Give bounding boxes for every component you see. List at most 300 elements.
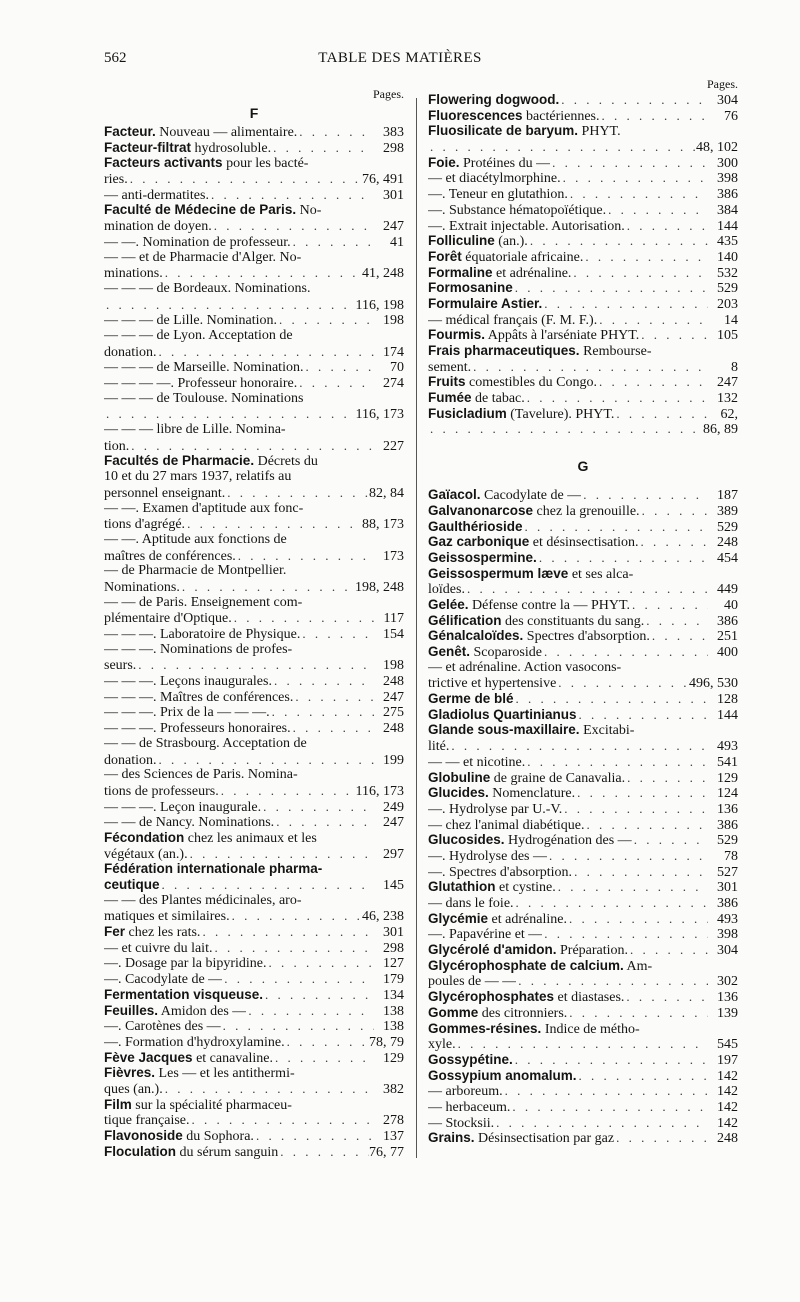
entry-description: Cacodylate de —	[480, 488, 582, 503]
entry-description: — chez l'animal diabétique.	[428, 817, 585, 833]
entry-description: loïdes.	[428, 582, 465, 597]
entry-description: seurs.	[104, 658, 137, 674]
leader-dots	[525, 754, 708, 770]
entry-text	[428, 187, 568, 202]
index-entry	[428, 597, 738, 613]
leader-dots	[600, 108, 708, 124]
entry-text	[104, 972, 222, 987]
entry-text	[104, 140, 271, 156]
entry-description: tions de professeurs.	[104, 783, 219, 799]
index-entry	[104, 689, 404, 705]
entry-description: — et diacétylmorphine.	[428, 171, 561, 187]
index-entry	[104, 1112, 404, 1128]
index-entry	[104, 673, 404, 689]
page-number: 562	[104, 50, 127, 66]
leader-dots	[537, 550, 708, 566]
entry-term: Gossypétine.	[428, 1051, 513, 1067]
index-entry	[428, 550, 738, 566]
entry-term: Flowering dogwood.	[428, 92, 560, 107]
entry-page-ref: 382	[383, 1081, 404, 1097]
entry-text	[104, 924, 200, 940]
entry-text	[428, 879, 556, 895]
entry-term: Foie.	[428, 154, 460, 170]
entry-description: matiques et similaires.	[104, 909, 230, 925]
index-entry	[428, 218, 738, 234]
entry-term: Forêt	[428, 248, 462, 264]
entry-text	[104, 736, 307, 752]
entry-term: Film	[104, 1096, 132, 1112]
entry-text	[428, 974, 516, 989]
index-entry	[104, 281, 404, 297]
entry-text	[104, 611, 232, 626]
leader-dots	[550, 155, 708, 171]
entry-text	[104, 1144, 278, 1160]
index-entry	[428, 722, 738, 738]
entry-description: 10 et du 27 mars 1937, relatifs au	[104, 469, 292, 485]
entry-page-ref: 302	[717, 974, 738, 990]
entry-description: Nouveau — alimentaire.	[155, 125, 298, 140]
entry-description: Indice de métho-	[541, 1021, 640, 1037]
entry-description: —. Hydrolyse des —	[428, 848, 547, 864]
leader-dots	[129, 438, 374, 454]
entry-description: — — — —. Professeur honoraire.	[104, 376, 298, 391]
entry-description: — — —. Prix de la — — —.	[104, 705, 270, 721]
entry-description: —. Carotènes des —	[104, 1019, 221, 1034]
entry-term: Germe de blé	[428, 691, 514, 707]
entry-page-ref: 386	[717, 896, 738, 911]
leader-dots	[625, 770, 708, 786]
entry-description: et ses alca-	[568, 566, 634, 582]
index-entry	[104, 124, 404, 140]
index-list-f-continued	[428, 92, 738, 437]
index-entry	[428, 628, 738, 644]
entry-text	[104, 235, 291, 250]
entry-text	[428, 327, 639, 343]
leader-dots	[559, 92, 708, 108]
entry-description: plémentaire d'Optique.	[104, 611, 232, 626]
entry-description: — — — de Toulouse. Nominations	[104, 390, 304, 406]
entry-text	[104, 439, 129, 454]
entry-description: chez les animaux et les	[184, 830, 317, 846]
entry-page-ref: 173	[383, 548, 404, 564]
leader-dots	[185, 516, 362, 532]
entry-term: Fruits	[428, 374, 466, 390]
index-entry	[104, 250, 404, 266]
entry-page-ref: 8	[731, 359, 738, 375]
entry-description: — —. Nomination de professeur.	[104, 234, 291, 250]
entry-text	[428, 534, 639, 550]
leader-dots	[577, 1068, 708, 1084]
entry-text	[104, 202, 321, 218]
entry-description: — — —. Nominations de profes-	[104, 641, 293, 657]
entry-description: —. Teneur en glutathion.	[428, 187, 568, 202]
index-entry	[104, 955, 404, 971]
index-entry	[104, 202, 404, 218]
entry-description: et adrénaline.	[488, 911, 567, 927]
leader-dots	[221, 1018, 374, 1034]
entry-text	[428, 707, 577, 723]
entry-description: — —. Aptitude aux fonctions de	[104, 531, 287, 547]
entry-page-ref: 275	[383, 705, 404, 721]
entry-page-ref: 142	[717, 1084, 738, 1099]
entry-term: Fluosilicate de baryum.	[428, 123, 579, 139]
entry-page-ref: 247	[383, 815, 404, 830]
entry-text	[104, 847, 188, 862]
entry-page-ref: 144	[717, 218, 738, 234]
index-entry	[428, 989, 738, 1005]
entry-term: Fumée	[428, 390, 472, 406]
entry-page-ref: 529	[717, 281, 738, 296]
index-entry	[104, 908, 404, 924]
entry-term: Formosanine	[428, 280, 513, 296]
entry-description: Appâts à l'arséniate PHYT.	[485, 328, 640, 343]
leader-dots	[230, 908, 362, 924]
entry-page-ref: 116, 198	[355, 297, 404, 313]
entry-description: trictive et hypertensive	[428, 676, 557, 692]
entry-text	[428, 691, 514, 707]
index-entry	[104, 375, 404, 391]
entry-text	[104, 328, 293, 344]
leader-dots	[190, 1112, 374, 1128]
leader-dots	[525, 390, 708, 406]
leader-dots	[277, 312, 374, 328]
index-entry	[104, 171, 404, 187]
entry-description: — de Pharmacie de Montpellier.	[104, 563, 287, 579]
entry-text	[428, 296, 542, 312]
entry-page-ref: 139	[717, 1005, 738, 1021]
entry-text	[104, 627, 300, 642]
leader-dots	[639, 327, 708, 343]
leader-dots	[547, 848, 708, 864]
entry-description: — — de Strasbourg. Acceptation de	[104, 735, 307, 751]
index-entry	[104, 814, 404, 830]
leader-dots	[278, 1144, 369, 1160]
entry-description: du sérum sanguin	[176, 1144, 279, 1160]
entry-description: des citronniers.	[478, 1005, 568, 1021]
leader-dots	[644, 613, 708, 629]
leader-dots	[528, 233, 708, 249]
index-entry	[428, 566, 738, 582]
entry-text	[428, 1068, 577, 1084]
index-entry	[104, 453, 404, 469]
entry-description: Nomenclature.	[488, 786, 576, 801]
entry-text	[428, 896, 514, 911]
entry-term: Glucosides.	[428, 832, 505, 848]
index-entry	[104, 485, 404, 501]
entry-page-ref: 129	[717, 770, 738, 786]
entry-description: hydrosoluble.	[191, 140, 272, 156]
leader-dots	[514, 895, 708, 911]
leader-dots	[523, 519, 708, 535]
entry-page-ref: 145	[383, 878, 404, 893]
index-entry	[428, 1083, 738, 1099]
leader-dots	[267, 955, 374, 971]
entry-page-ref: 129	[383, 1050, 404, 1066]
entry-text	[428, 582, 465, 597]
entry-description: —. Formation d'hydroxylamine.	[104, 1034, 285, 1050]
entry-page-ref: 301	[383, 187, 404, 203]
entry-description: Scoparoside	[470, 645, 542, 660]
entry-page-ref: 142	[717, 1099, 738, 1115]
entry-text	[428, 1130, 614, 1146]
entry-page-ref: 70	[390, 360, 404, 375]
entry-description: Amidon des —	[158, 1003, 247, 1019]
index-entry	[428, 691, 738, 707]
leader-dots	[514, 691, 708, 707]
leader-dots	[263, 987, 374, 1003]
entry-term: Facultés de Pharmacie.	[104, 453, 255, 469]
index-entry	[104, 501, 404, 517]
index-entry	[104, 893, 404, 909]
entry-page-ref: 248	[717, 535, 738, 550]
index-entry	[428, 312, 738, 328]
entry-page-ref: 142	[717, 1068, 738, 1084]
entry-description: —. Hydrolyse par U.-V.	[428, 801, 563, 817]
entry-description: — — et nicotine.	[428, 754, 526, 770]
entry-page-ref: 384	[717, 202, 738, 218]
entry-term: Glutathion	[428, 879, 496, 895]
index-entry	[104, 297, 404, 313]
entry-page-ref: 300	[717, 155, 738, 171]
entry-page-ref: 138	[383, 1019, 404, 1034]
leader-dots	[510, 1099, 708, 1115]
entry-page-ref: 144	[717, 707, 738, 723]
entry-page-ref: 278	[383, 1113, 404, 1128]
entry-term: Folliculine	[428, 233, 495, 249]
entry-page-ref: 383	[383, 125, 404, 140]
index-entry	[428, 644, 738, 660]
entry-term: Fève Jacques	[104, 1049, 193, 1065]
entry-text	[104, 1019, 221, 1034]
entry-description: végétaux (an.).	[104, 846, 188, 862]
entry-text	[104, 172, 128, 187]
entry-description: (Tavelure). PHYT.	[506, 406, 615, 422]
index-entry	[104, 610, 404, 626]
index-entry	[104, 422, 404, 438]
leader-dots	[104, 297, 356, 313]
leader-dots	[225, 485, 369, 501]
entry-term: Fluorescences	[428, 107, 523, 123]
entry-text	[428, 676, 556, 691]
index-entry	[104, 767, 404, 783]
entry-page-ref: 449	[717, 582, 738, 597]
leader-dots	[297, 375, 374, 391]
entry-page-ref: 78	[724, 848, 738, 864]
entry-text	[428, 1116, 494, 1131]
entry-text	[104, 658, 136, 673]
entry-term: Flavonoside	[104, 1128, 183, 1143]
entry-text	[104, 563, 286, 579]
index-entry	[104, 344, 404, 360]
entry-description: donation.	[104, 752, 157, 768]
entry-description: — — — de Lille. Nomination.	[104, 313, 278, 328]
index-entry	[104, 1003, 404, 1019]
index-entry	[104, 1018, 404, 1034]
entry-description: — — — de Bordeaux. Nominations.	[104, 280, 311, 296]
entry-description: — — —. Maîtres de conférences.	[104, 689, 294, 705]
leader-dots	[561, 170, 708, 186]
leader-dots	[542, 644, 708, 660]
entry-term: Floculation	[104, 1143, 176, 1159]
entry-term: Génalcaloïdes.	[428, 628, 524, 644]
index-entry	[428, 613, 738, 629]
index-entry	[428, 327, 738, 343]
leader-dots	[572, 864, 708, 880]
entry-text	[428, 203, 606, 218]
leader-dots	[597, 312, 708, 328]
entry-description: —. Substance hématopoïétique.	[428, 202, 607, 218]
entry-text	[428, 249, 583, 265]
index-entry	[428, 519, 738, 535]
entry-term: Grains.	[428, 1130, 475, 1146]
entry-term: Glucides.	[428, 785, 489, 801]
index-entry	[428, 1021, 738, 1037]
entry-text	[428, 722, 634, 738]
entry-text	[104, 1082, 163, 1097]
entry-text	[428, 770, 625, 786]
entry-description: Protéines du —	[459, 155, 551, 171]
entry-page-ref: 248	[383, 674, 404, 689]
entry-text	[428, 406, 614, 422]
index-list-g	[428, 487, 738, 1146]
entry-term: Fermentation visqueuse.	[104, 986, 264, 1002]
pages-label-right: Pages.	[707, 77, 738, 91]
leader-dots	[465, 581, 708, 597]
entry-text	[104, 1065, 295, 1081]
entry-page-ref: 386	[717, 187, 738, 202]
leader-dots	[614, 1130, 708, 1146]
leader-dots	[503, 1083, 708, 1099]
index-entry	[428, 1036, 738, 1052]
entry-text	[428, 390, 525, 406]
leader-dots	[293, 689, 374, 705]
index-entry	[104, 1081, 404, 1097]
entry-description: — des Sciences de Paris. Nomina-	[104, 767, 298, 783]
entry-page-ref: 46, 238	[362, 909, 404, 925]
leader-dots	[630, 597, 708, 613]
leader-dots	[300, 626, 374, 642]
index-list-f	[104, 124, 404, 1159]
entry-text	[428, 343, 652, 359]
index-entry	[104, 642, 404, 658]
leader-dots	[428, 139, 696, 155]
index-entry	[428, 707, 738, 723]
leader-dots	[581, 487, 708, 503]
entry-text	[104, 532, 287, 548]
entry-text	[104, 124, 297, 140]
pages-label: Pages.	[373, 87, 404, 101]
entry-text	[428, 989, 624, 1005]
entry-term: Gélification	[428, 612, 502, 628]
index-entry	[104, 1065, 404, 1081]
entry-text	[104, 705, 270, 720]
entry-description: — Stocksii.	[428, 1115, 495, 1131]
entry-page-ref: 138	[383, 1003, 404, 1019]
entry-text	[104, 909, 230, 924]
index-entry	[428, 1099, 738, 1115]
entry-page-ref: 40	[724, 597, 738, 613]
leader-dots	[271, 140, 374, 156]
leader-dots	[236, 548, 374, 564]
entry-description: —. Cacodylate de —	[104, 972, 223, 987]
entry-description: —. Dosage par la bipyridine.	[104, 956, 267, 972]
index-column-left	[104, 86, 404, 1159]
index-entry	[428, 879, 738, 895]
entry-text	[428, 1037, 456, 1052]
leader-dots	[494, 1115, 708, 1131]
entry-text	[104, 956, 267, 971]
entry-page-ref: 124	[717, 786, 738, 801]
index-entry	[428, 958, 738, 974]
leader-dots	[163, 1081, 374, 1097]
entry-description: tique française.	[104, 1113, 190, 1128]
entry-description: équatoriale africaine.	[461, 249, 584, 265]
entry-text	[104, 360, 303, 375]
entry-text	[428, 503, 640, 519]
leader-dots	[246, 1003, 374, 1019]
leader-dots	[212, 218, 374, 234]
entry-description: — — —. Professeurs honoraires.	[104, 721, 291, 736]
index-entry	[428, 92, 738, 108]
index-entry	[104, 1144, 404, 1160]
entry-description: et canavaline.	[192, 1050, 274, 1066]
entry-description: — médical français (F. M. F.).	[428, 312, 598, 328]
entry-page-ref: 389	[717, 503, 738, 519]
index-entry	[104, 987, 404, 1003]
entry-text	[104, 784, 219, 799]
entry-text	[428, 942, 628, 958]
entry-text	[428, 265, 571, 281]
entry-term: Gelée.	[428, 596, 469, 612]
entry-text	[428, 832, 632, 848]
entry-description: Am-	[623, 958, 653, 974]
entry-description: Préparation.	[556, 943, 629, 958]
index-entry	[104, 704, 404, 720]
entry-page-ref: 136	[717, 990, 738, 1005]
index-entry	[104, 720, 404, 736]
index-entry	[428, 139, 738, 155]
index-entry	[428, 202, 738, 218]
index-entry	[104, 1050, 404, 1066]
entry-page-ref: 154	[383, 627, 404, 642]
entry-description: — — —. Laboratoire de Physique.	[104, 627, 301, 642]
leader-dots	[274, 814, 374, 830]
leader-dots	[556, 879, 708, 895]
entry-page-ref: 41	[390, 234, 404, 250]
index-entry	[104, 218, 404, 234]
entry-term: Geissospermine.	[428, 549, 537, 565]
index-entry	[428, 801, 738, 817]
entry-text	[104, 987, 263, 1003]
entry-page-ref: 298	[383, 940, 404, 956]
entry-page-ref: 198, 248	[355, 579, 404, 595]
entry-page-ref: 400	[717, 645, 738, 660]
entry-text	[104, 313, 277, 328]
entry-description: tions d'agrégé.	[104, 517, 186, 532]
entry-text	[428, 108, 600, 124]
entry-text	[104, 219, 212, 234]
leader-dots	[160, 877, 374, 893]
entry-description: du Sophora.	[182, 1129, 254, 1144]
entry-description: — — — libre de Lille. Nomina-	[104, 422, 286, 438]
leader-dots	[272, 673, 374, 689]
entry-description: — — — de Lyon. Acceptation de	[104, 327, 293, 343]
entry-page-ref: 142	[717, 1115, 738, 1131]
entry-page-ref: 137	[383, 1129, 404, 1144]
leader-dots	[270, 704, 374, 720]
entry-term: Gladiolus Quartinianus	[428, 706, 577, 722]
index-entry	[428, 123, 738, 139]
